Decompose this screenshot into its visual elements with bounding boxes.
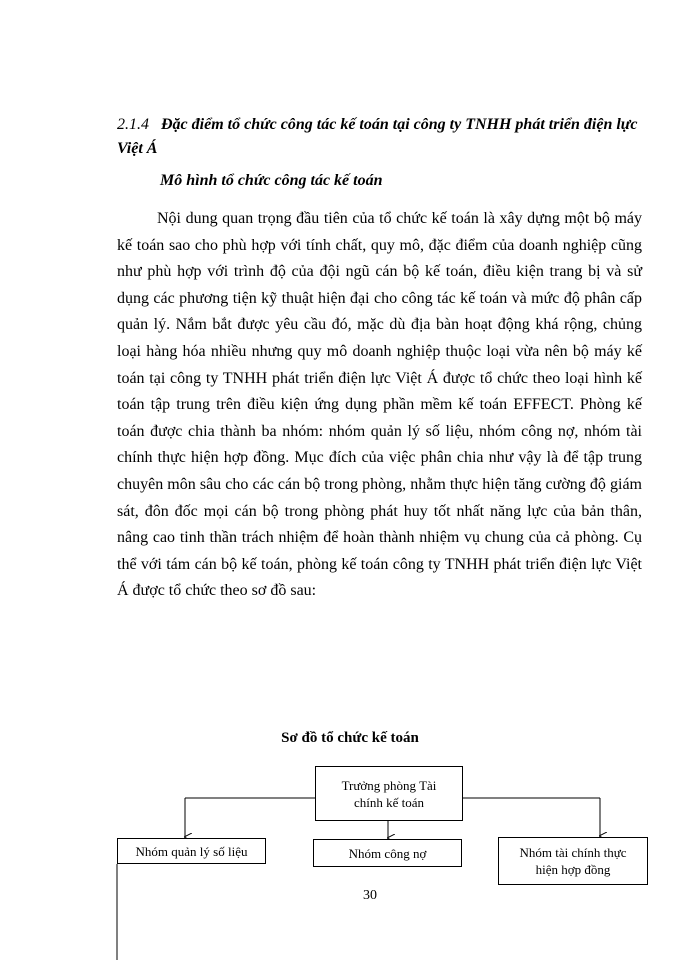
body-paragraph: Nội dung quan trọng đầu tiên của tổ chức kế toán là xây dựng một bộ máy kế toán sao cho phù hợp với tính chất, quy mô, đặc điểm của doanh nghiệp cũng như phù hợp với trình độ của đội ngũ cán bộ kế toán, điều kiện trang bị và sử dụng các phương tiện kỹ thuật hiện đại cho công tác kế toán và mức độ phân cấp quản lý. Nắm bắt được yêu cầu đó, mặc dù địa bàn hoạt động khá rộng, chủng loại hàng hóa nhiều nhưng quy mô doanh nghiệp thuộc loại vừa nên bộ máy kế toán tại công ty TNHH phát triển điện lực Việt Á được tổ chức theo loại hình kế toán tập trung trên điều kiện ứng dụng phần mềm kế toán EFFECT. Phòng kế toán được chia thành ba nhóm: nhóm quản lý số liệu, nhóm công nợ, nhóm tài chính thực hiện hợp đồng. Mục đích của việc phân chia như vậy là để tập trung chuyên môn sâu cho các cán bộ trong phòng, nhằm thực hiện tăng cường độ giám sát, đôn đốc mọi cán bộ trong phòng phát huy tốt nhất năng lực của bản thân, nâng cao tinh thần trách nhiệm để hoàn thành nhiệm vụ chung của cả phòng. Cụ thể với tám cán bộ kế toán, phòng kế toán công ty TNHH phát triển điện lực Việt Á được tổ chức theo sơ đồ sau: <box>117 210 642 600</box>
page-number: 30 <box>363 888 377 903</box>
section-number: 2.1.4 <box>117 116 149 133</box>
head-box: Trưởng phòng Tài chính kế toán <box>315 766 463 821</box>
right-box: Nhóm tài chính thực hiện hợp đồng <box>498 837 648 885</box>
left-box: Nhóm quản lý số liệu <box>117 838 266 864</box>
diagram-title: Sơ đồ tổ chức kế toán <box>281 730 419 746</box>
section-title: Đặc điểm tổ chức công tác kế toán tại công ty TNHH phát triển điện lực Việt Á <box>117 116 638 157</box>
middle-box: Nhóm công nợ <box>313 839 462 867</box>
subheading: Mô hình tổ chức công tác kế toán <box>160 172 383 189</box>
